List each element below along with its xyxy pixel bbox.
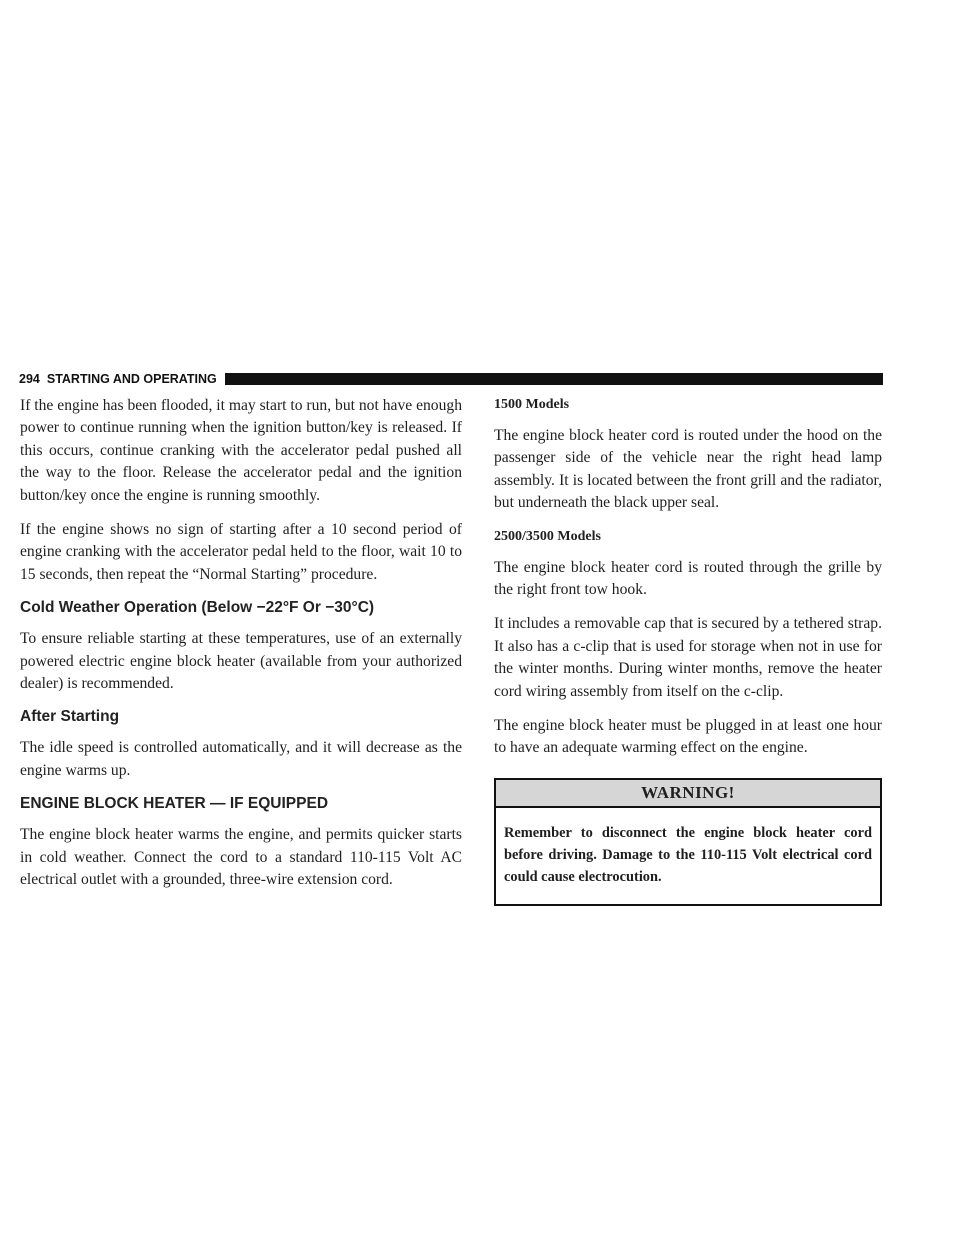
warning-box (494, 778, 882, 906)
no-start-paragraph: If the engine shows no sign of starting after a 10 second period of engine cranking with the accelerator pedal held to the floor, wait 10 to 15 seconds, then repeat the “Normal Starting” procedure. (20, 521, 462, 583)
plug-in-paragraph: The engine block heater must be plugged in at least one hour to have an adequate warming effect on the engine. (494, 717, 882, 757)
left-column (20, 395, 462, 904)
flooded-engine-paragraph: If the engine has been flooded, it may start to run, but not have enough power to continue running when the ignition button/key is released. If this occurs, continue cranking with the accelerator pedal pushed all the way to the floor. Release the accelerator pedal and the ignition button/key once the engine is running smoothly. (20, 397, 462, 504)
engine-block-heater-heading: ENGINE BLOCK HEATER — IF EQUIPPED (20, 795, 329, 813)
cold-weather-heading: Cold Weather Operation (Below −22°F Or −30°C) (20, 599, 375, 617)
models-2500-3500-paragraph: The engine block heater cord is routed through the grille by the right front tow hook. (494, 558, 882, 599)
page-header (19, 371, 883, 387)
removable-cap-paragraph: It includes a removable cap that is secured by a tethered strap. It also has a c-clip that is used for storage when not in use for the winter months. During winter months, remove the heater cord wiring assembly from itself on the c-clip. (494, 615, 882, 700)
right-column (494, 395, 882, 906)
header-rule (225, 373, 883, 385)
after-starting-paragraph: The idle speed is controlled automatically, and it will decrease as the engine warms up. (20, 739, 462, 779)
cold-weather-paragraph: To ensure reliable starting at these temperatures, use of an externally powered electric engine block heater (available from your authorized dealer) is recommended. (20, 630, 462, 693)
warning-title: WARNING! (496, 780, 880, 808)
warning-text: Remember to disconnect the engine block heater cord before driving. Damage to the 110-115 Volt electrical cord could cause electrocution. (504, 824, 872, 885)
engine-block-heater-paragraph: The engine block heater warms the engine, and permits quicker starts in cold weather. Connect the cord to a standard 110-115 Volt AC electrical outlet with a grounded, three-wire extension cord. (20, 826, 462, 889)
section-title: STARTING AND OPERATING (46, 372, 217, 386)
models-1500-heading: 1500 Models (494, 397, 570, 412)
models-1500-paragraph: The engine block heater cord is routed under the hood on the passenger side of the vehicle near the right head lamp assembly. It is located between the front grill and the radiator, but underneath the black upper seal. (494, 427, 882, 512)
after-starting-heading: After Starting (20, 708, 120, 726)
models-2500-3500-heading: 2500/3500 Models (494, 528, 601, 544)
page-number: 294 (19, 372, 40, 386)
